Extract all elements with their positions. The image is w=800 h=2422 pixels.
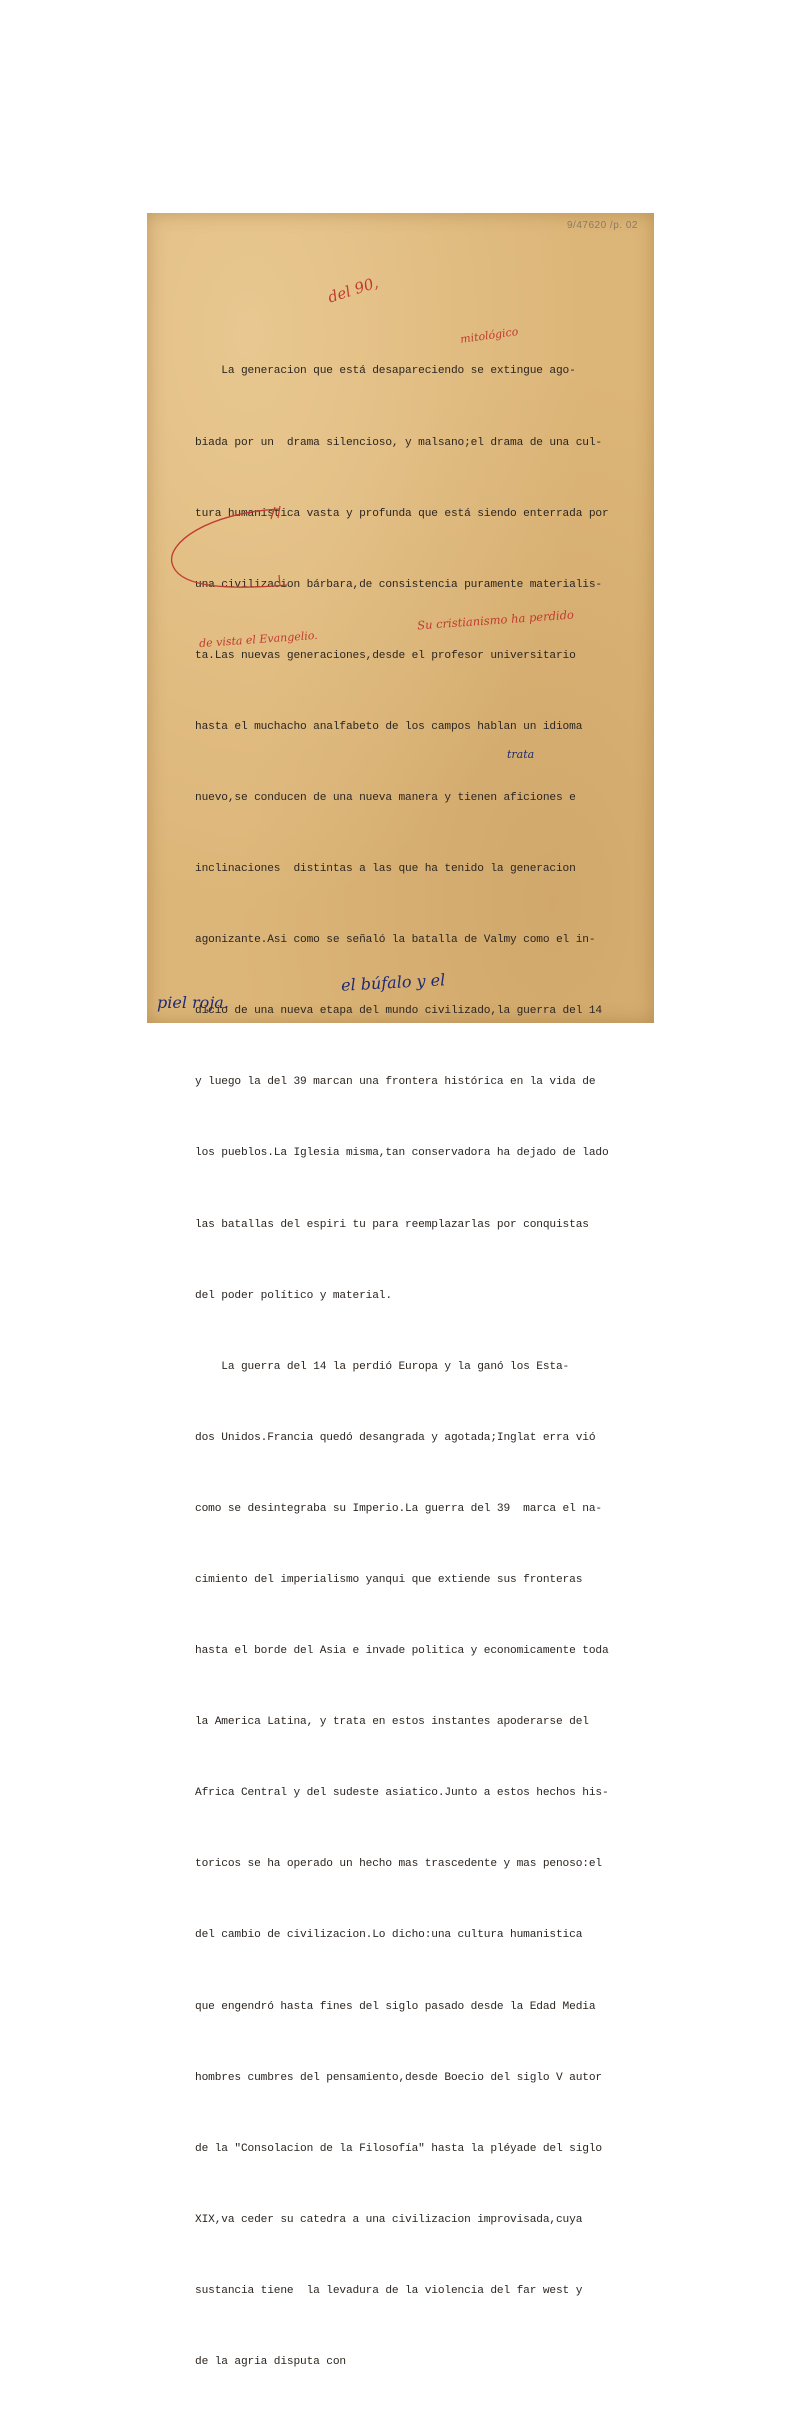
text-line: dos Unidos.Francia quedó desangrada y agotada;Inglat erra vió <box>195 1431 596 1444</box>
text-line: y luego la del 39 marcan una frontera histórica en la vida de <box>195 1076 596 1089</box>
text-line: biada por un drama silencioso, y malsano;el drama de una cul- <box>195 436 602 449</box>
text-line: inclinaciones distintas a las que ha tenido la generacion <box>195 863 576 876</box>
text-line: del cambio de civilizacion.Lo dicho:una cultura humanistica <box>195 1929 583 1942</box>
text-line: de la "Consolacion de la Filosofía" hasta la pléyade del siglo <box>195 2142 602 2155</box>
document-page <box>147 213 654 2369</box>
text-line: ta.Las nuevas generaciones,desde el profesor universitario <box>195 649 576 662</box>
text-line: agonizante.Asi como se señaló la batalla de Valmy como el in- <box>195 934 596 947</box>
text-line: hombres cumbres del pensamiento,desde Boecio del siglo V autor <box>195 2071 602 2084</box>
archive-reference: 9/47620 /p. 02 <box>567 220 638 231</box>
handwritten-note-mitologico: mitológico <box>459 324 520 347</box>
typed-text-body <box>195 313 635 2422</box>
text-line: tura humanistica vasta y profunda que está siendo enterrada por <box>195 507 609 520</box>
handwritten-note-cristianismo: Su cristianismo ha perdido <box>416 607 575 633</box>
text-line: como se desintegraba su Imperio.La guerra del 39 marca el na- <box>195 1502 602 1515</box>
text-line: una civilizacion bárbara,de consistencia puramente materialis- <box>195 578 602 591</box>
handwritten-note-evangelio: de vista el Evangelio. <box>198 628 319 651</box>
handwritten-note-trata: trata <box>507 748 535 761</box>
handwritten-note-pielroja: piel roja. <box>157 993 229 1012</box>
text-line: las batallas del espiri tu para reemplazarlas por conquistas <box>195 1218 589 1231</box>
text-line: de la agria disputa con <box>195 2356 346 2369</box>
text-line: hasta el borde del Asia e invade politica y economicamente toda <box>195 1645 609 1658</box>
text-line: Africa Central y del sudeste asiatico.Junto a estos hechos his- <box>195 1787 609 1800</box>
text-line: la America Latina, y trata en estos instantes apoderarse del <box>195 1716 589 1729</box>
text-line: XIX,va ceder su catedra a una civilizacion improvisada,cuya <box>195 2213 583 2226</box>
text-line: los pueblos.La Iglesia misma,tan conservadora ha dejado de lado <box>195 1147 609 1160</box>
text-line: que engendró hasta fines del siglo pasado desde la Edad Media <box>195 2000 596 2013</box>
text-line: nuevo,se conducen de una nueva manera y tienen aficiones e <box>195 791 576 804</box>
text-line: dicio de una nueva etapa del mundo civilizado,la guerra del 14 <box>195 1005 602 1018</box>
text-line: sustancia tiene la levadura de la violencia del far west y <box>195 2284 583 2297</box>
text-line: hasta el muchacho analfabeto de los campos hablan un idioma <box>195 720 583 733</box>
text-line: del poder político y material. <box>195 1289 392 1302</box>
text-line: toricos se ha operado un hecho mas trascedente y mas penoso:el <box>195 1858 602 1871</box>
handwritten-note-bufalo: el búfalo y el <box>340 970 446 995</box>
text-line: La guerra del 14 la perdió Europa y la ganó los Esta- <box>195 1360 570 1373</box>
handwritten-note-del90: del 90, <box>325 273 381 307</box>
text-line: cimiento del imperialismo yanqui que extiende sus fronteras <box>195 1574 583 1586</box>
text-line: La generacion que está desapareciendo se extingue ago- <box>195 365 576 378</box>
